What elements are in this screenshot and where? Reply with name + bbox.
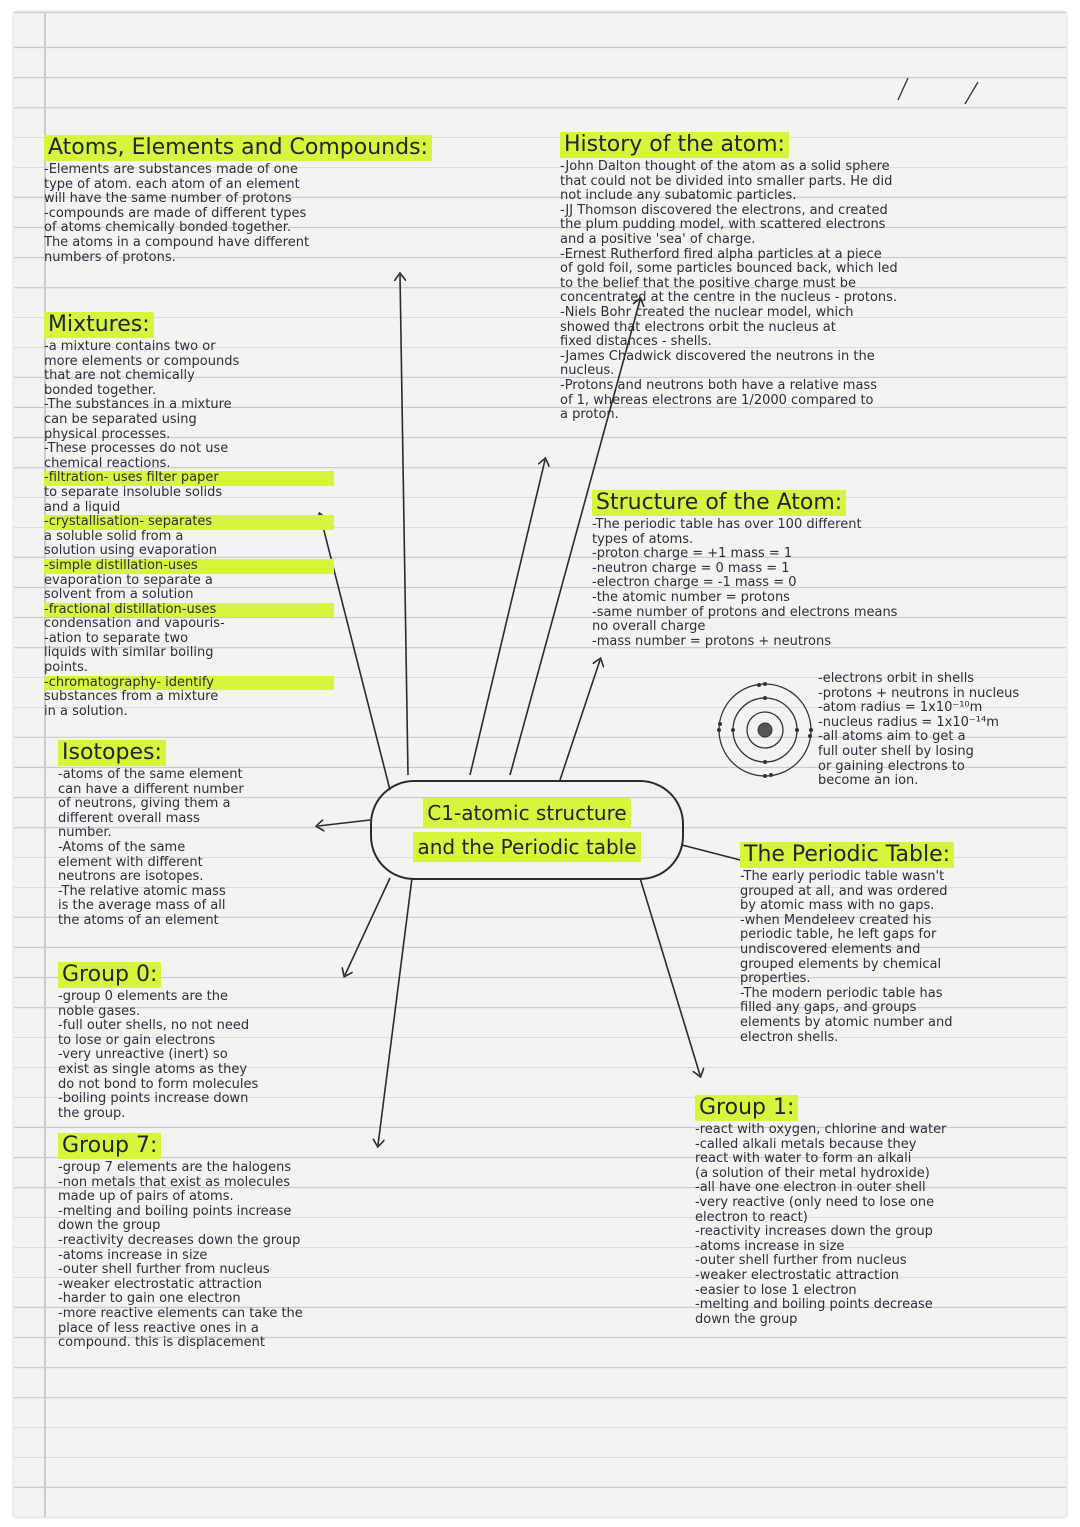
list-item: become an ion. [818, 773, 919, 789]
list-item: react with water to form an alkali [695, 1151, 912, 1167]
section-isotopes-title: Isotopes: [58, 740, 166, 766]
section-group7 [58, 1133, 418, 1351]
list-item: periodic table, he left gaps for [740, 927, 937, 943]
section-group0 [58, 962, 348, 1121]
list-item: -filtration- uses filter paper [44, 471, 334, 486]
list-item: -harder to gain one electron [58, 1291, 241, 1307]
arrow-to-periodic [682, 845, 748, 862]
section-structure [592, 490, 1062, 649]
list-item: the atoms of an element [58, 912, 219, 928]
list-item: do not bond to form molecules [58, 1076, 259, 1092]
list-item: evaporation to separate a [44, 572, 213, 588]
list-item: a proton. [560, 407, 619, 423]
list-item: of atoms chemically bonded together. [44, 220, 292, 236]
list-item: of gold foil, some particles bounced back, which led [560, 261, 898, 277]
list-item: of neutrons, giving them a [58, 796, 231, 812]
list-item: numbers of protons. [44, 249, 176, 265]
list-item: physical processes. [44, 426, 171, 442]
list-item: -atoms increase in size [695, 1238, 845, 1254]
list-item: -react with oxygen, chlorine and water [695, 1122, 947, 1137]
section-structure-title: Structure of the Atom: [592, 490, 846, 516]
list-item: undiscovered elements and [740, 941, 921, 957]
list-item: -chromatography- identify [44, 676, 334, 691]
list-item: -atom radius = 1x10⁻¹⁰m [818, 700, 983, 716]
section-group1-title: Group 1: [695, 1095, 798, 1121]
list-item: solvent from a solution [44, 587, 194, 603]
list-item: -mass number = protons + neutrons [592, 633, 831, 649]
arrow-to-structure [560, 660, 600, 780]
list-item: more elements or compounds [44, 353, 240, 369]
list-item: -when Mendeleev created his [740, 912, 932, 928]
list-item: -weaker electrostatic attraction [58, 1276, 263, 1292]
list-item: -fractional distillation-uses [44, 603, 334, 618]
list-item: -John Dalton thought of the atom as a solid sphere [560, 159, 890, 174]
list-item: liquids with similar boiling [44, 645, 214, 661]
list-item: -neutron charge = 0 mass = 1 [592, 560, 790, 576]
list-item: made up of pairs of atoms. [58, 1189, 234, 1205]
list-item: to lose or gain electrons [58, 1032, 216, 1048]
list-item: the group. [58, 1105, 126, 1121]
list-item: compound. this is displacement [58, 1335, 265, 1351]
list-item: and a liquid [44, 499, 121, 515]
list-item: is the average mass of all [58, 898, 226, 914]
section-atoms-title: Atoms, Elements and Compounds: [44, 135, 432, 161]
list-item: chemical reactions. [44, 455, 171, 471]
list-item: -melting and boiling points decrease [695, 1297, 933, 1313]
list-item: -easier to lose 1 electron [695, 1282, 857, 1298]
arrow-to-group1 [640, 878, 700, 1075]
arrow-to-atoms [400, 275, 408, 775]
list-item: -ation to separate two [44, 630, 189, 646]
list-item: down the group [695, 1311, 798, 1327]
list-item: -proton charge = +1 mass = 1 [592, 546, 793, 562]
corner-tick-2 [965, 82, 978, 104]
list-item: that could not be divided into smaller parts. He did [560, 173, 893, 189]
list-item: or gaining electrons to [818, 758, 965, 774]
list-item: a soluble solid from a [44, 528, 184, 544]
list-item: by atomic mass with no gaps. [740, 898, 935, 914]
list-item: -These processes do not use [44, 441, 229, 457]
list-item: -non metals that exist as molecules [58, 1174, 290, 1190]
list-item: -group 7 elements are the halogens [58, 1160, 292, 1175]
list-item: that are not chemically [44, 368, 195, 384]
list-item: -very unreactive (inert) so [58, 1047, 228, 1063]
list-item: -atoms of the same element [58, 767, 243, 782]
list-item: -group 0 elements are the [58, 989, 228, 1004]
list-item: -The relative atomic mass [58, 883, 226, 899]
list-item: not include any subatomic particles. [560, 188, 797, 204]
list-item: -Protons and neutrons both have a relative mass [560, 377, 877, 393]
list-item: grouped elements by chemical [740, 956, 942, 972]
corner-tick-1 [898, 78, 908, 100]
list-item: -simple distillation-uses [44, 559, 334, 574]
list-item: can be separated using [44, 411, 197, 427]
list-item: -The periodic table has over 100 different [592, 517, 862, 532]
list-item: -Elements are substances made of one [44, 162, 298, 177]
section-group7-title: Group 7: [58, 1133, 161, 1159]
list-item: -more reactive elements can take the [58, 1305, 303, 1321]
list-item: types of atoms. [592, 531, 694, 547]
list-item: -crystallisation- separates [44, 515, 334, 530]
section-periodic [740, 842, 1060, 1045]
list-item: -The substances in a mixture [44, 397, 232, 413]
list-item: -the atomic number = protons [592, 589, 790, 605]
list-item: fixed distances - shells. [560, 334, 712, 350]
section-mixtures [44, 312, 334, 719]
central-topic-line1: C1-atomic structure [423, 798, 630, 828]
list-item: noble gases. [58, 1003, 141, 1019]
list-item: of 1, whereas electrons are 1/2000 compared to [560, 392, 874, 408]
list-item: place of less reactive ones in a [58, 1320, 259, 1336]
list-item: full outer shell by losing [818, 743, 974, 759]
list-item: element with different [58, 854, 203, 870]
list-item: -reactivity decreases down the group [58, 1232, 301, 1248]
list-item: electron shells. [740, 1029, 839, 1045]
section-history [560, 132, 1050, 423]
list-item: -Ernest Rutherford fired alpha particles at a piece [560, 246, 882, 262]
list-item: -a mixture contains two or [44, 339, 216, 354]
list-item: in a solution. [44, 703, 128, 719]
list-item: -same number of protons and electrons means [592, 604, 898, 620]
list-item: number. [58, 825, 112, 841]
list-item: -electrons orbit in shells [818, 671, 975, 686]
section-mixtures-title: Mixtures: [44, 312, 154, 338]
list-item: -The modern periodic table has [740, 985, 943, 1001]
list-item: -melting and boiling points increase [58, 1203, 292, 1219]
list-item: concentrated at the centre in the nucleus - protons. [560, 290, 898, 306]
list-item: -atoms increase in size [58, 1247, 208, 1263]
list-item: -all atoms aim to get a [818, 729, 966, 745]
list-item: substances from a mixture [44, 689, 219, 705]
list-item: the plum pudding model, with scattered electrons [560, 217, 886, 233]
section-structure-side [818, 672, 1062, 789]
list-item: filled any gaps, and groups [740, 1000, 917, 1016]
list-item: elements by atomic number and [740, 1014, 953, 1030]
list-item: -called alkali metals because they [695, 1136, 917, 1152]
list-item: -all have one electron in outer shell [695, 1180, 926, 1196]
list-item: -James Chadwick discovered the neutrons in the [560, 348, 875, 364]
list-item: and a positive 'sea' of charge. [560, 231, 756, 247]
list-item: to separate insoluble solids [44, 484, 223, 500]
list-item: solution using evaporation [44, 543, 217, 559]
list-item: can have a different number [58, 781, 244, 797]
list-item: no overall charge [592, 619, 706, 635]
arrow-to-group7 [378, 878, 412, 1145]
list-item: -very reactive (only need to lose one [695, 1194, 935, 1210]
list-item: -The early periodic table wasn't [740, 869, 945, 884]
list-item: will have the same number of protons [44, 191, 292, 207]
list-item: grouped at all, and was ordered [740, 883, 948, 899]
list-item: -protons + neutrons in nucleus [818, 685, 1020, 701]
section-isotopes [58, 740, 328, 929]
list-item: exist as single atoms as they [58, 1061, 248, 1077]
atom-shells-icon [715, 680, 815, 780]
list-item: bonded together. [44, 382, 156, 398]
list-item: -outer shell further from nucleus [695, 1253, 907, 1269]
arrow-to-history-left [470, 460, 545, 775]
list-item: down the group [58, 1218, 161, 1234]
section-group1 [695, 1095, 1065, 1327]
section-history-title: History of the atom: [560, 132, 789, 158]
list-item: -boiling points increase down [58, 1091, 249, 1107]
list-item: properties. [740, 971, 811, 987]
list-item: to the belief that the positive charge must be [560, 275, 856, 291]
list-item: nucleus. [560, 363, 615, 379]
central-topic-line2: and the Periodic table [413, 832, 640, 862]
arrow-to-group0 [345, 878, 390, 975]
list-item: -full outer shells, no not need [58, 1018, 250, 1034]
section-periodic-title: The Periodic Table: [740, 842, 954, 868]
central-topic [370, 780, 684, 880]
list-item: points. [44, 660, 89, 676]
list-item: type of atom. each atom of an element [44, 176, 300, 192]
list-item: -Atoms of the same [58, 839, 186, 855]
list-item: neutrons are isotopes. [58, 869, 204, 885]
list-item: condensation and vapouris- [44, 616, 225, 632]
list-item: (a solution of their metal hydroxide) [695, 1165, 930, 1181]
list-item: electron to react) [695, 1209, 808, 1225]
list-item: -JJ Thomson discovered the electrons, and created [560, 202, 888, 218]
list-item: -reactivity increases down the group [695, 1224, 933, 1240]
list-item: showed that electrons orbit the nucleus at [560, 319, 836, 335]
list-item: -outer shell further from nucleus [58, 1262, 270, 1278]
list-item: -nucleus radius = 1x10⁻¹⁴m [818, 714, 999, 730]
list-item: -compounds are made of different types [44, 205, 307, 221]
list-item: The atoms in a compound have different [44, 234, 310, 250]
section-group0-title: Group 0: [58, 962, 161, 988]
list-item: -Niels Bohr created the nuclear model, which [560, 304, 854, 320]
section-atoms [44, 135, 444, 265]
list-item: -weaker electrostatic attraction [695, 1267, 900, 1283]
list-item: -electron charge = -1 mass = 0 [592, 575, 797, 591]
list-item: different overall mass [58, 810, 200, 826]
